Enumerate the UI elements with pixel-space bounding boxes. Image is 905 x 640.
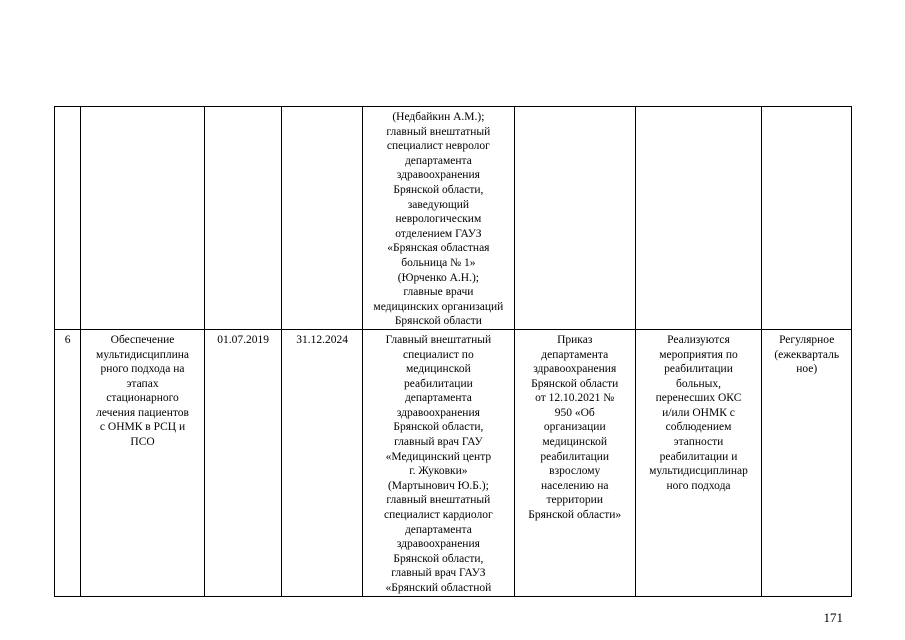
- cell-result: [635, 107, 762, 330]
- cell-frequency: Регулярное (ежекварталь ное): [762, 329, 852, 596]
- cell-frequency: [762, 107, 852, 330]
- cell-responsible: (Недбайкин А.М.); главный внештатный специалист невролог департамента здравоохранения Брянской области, заведующий неврологическим отделением ГАУЗ «Брянская областная больница № 1» (Юрченко А.Н.); главные врачи медицинских организаций Брянской области: [362, 107, 514, 330]
- cell-responsible: Главный внештатный специалист по медицинской реабилитации департамента здравоохранения Брянской области, главный врач ГАУ «Медицинский центр г. Жуковки» (Мартынович Ю.Б.); главный внештатный специалист кардиолог департамента здравоохранения Брянской области, главный врач ГАУЗ «Брянский областной: [362, 329, 514, 596]
- cell-document: [514, 107, 635, 330]
- table-row: [55, 107, 852, 330]
- cell-end-date: 31.12.2024: [282, 329, 363, 596]
- page-number: 171: [823, 610, 843, 625]
- cell-start-date: [204, 107, 281, 330]
- cell-number: 6: [55, 329, 81, 596]
- table-row: [55, 329, 852, 596]
- cell-document: Приказ департамента здравоохранения Брянской области от 12.10.2021 № 950 «Об организации медицинской реабилитации взрослому населению на территории Брянской области»: [514, 329, 635, 596]
- cell-start-date: 01.07.2019: [204, 329, 281, 596]
- cell-measure: [81, 107, 205, 330]
- cell-measure: Обеспечение мультидисциплина рного подхода на этапах стационарного лечения пациентов с ОНМК в РСЦ и ПСО: [81, 329, 205, 596]
- cell-result: Реализуются мероприятия по реабилитации больных, перенесших ОКС и/или ОНМК с соблюдением этапности реабилитации и мультидисциплинар ного подхода: [635, 329, 762, 596]
- plan-table: [54, 106, 852, 597]
- cell-number: [55, 107, 81, 330]
- cell-end-date: [282, 107, 363, 330]
